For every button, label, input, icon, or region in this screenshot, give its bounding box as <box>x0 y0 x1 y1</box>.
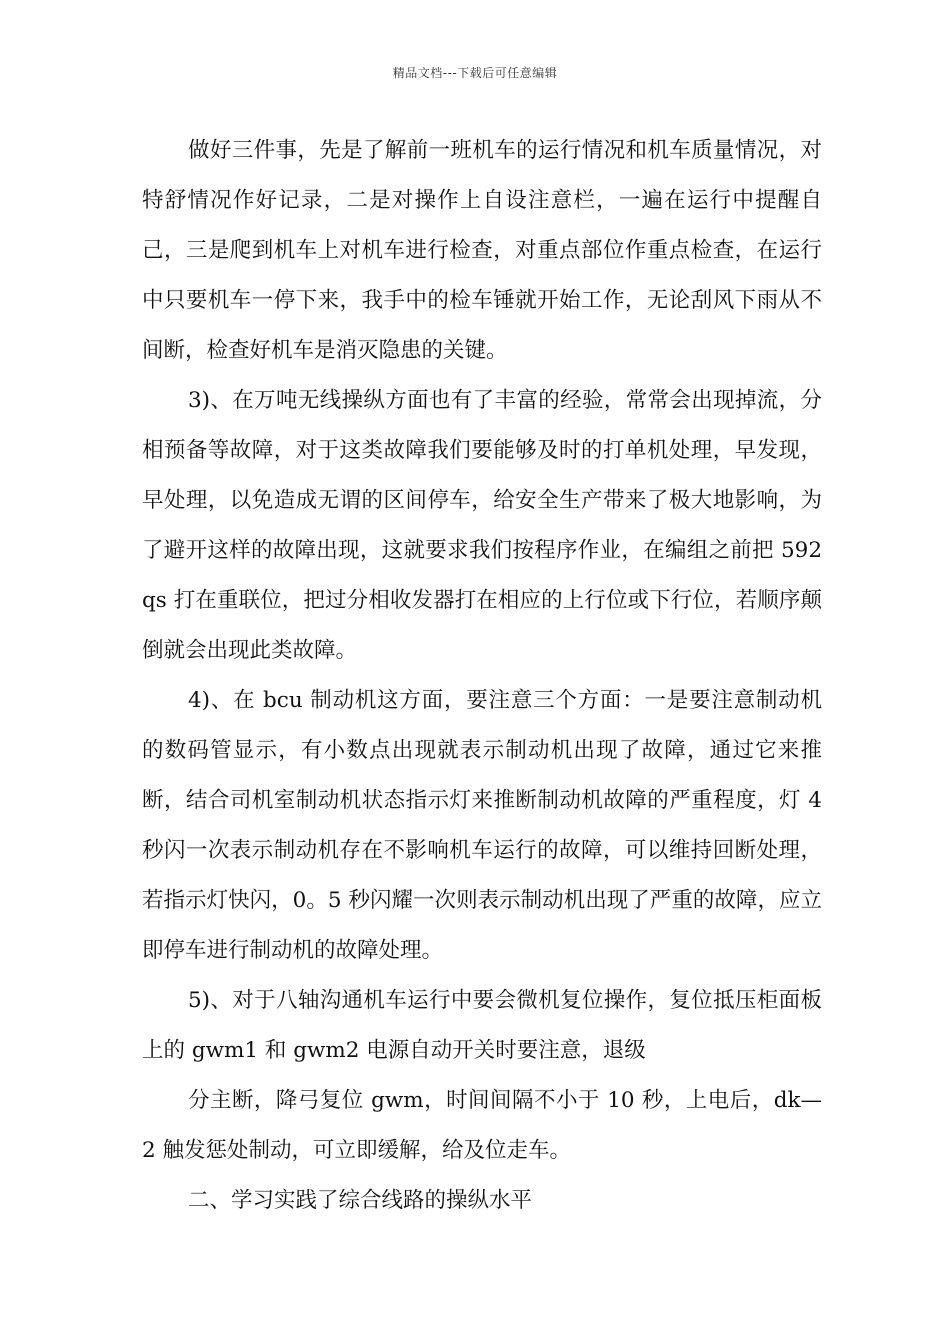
paragraph-wireless-control: 3)、在万吨无线操纵方面也有了丰富的经验，常常会出现掉流，分相预备等故障，对于这类故障我们要能够及时的打单机处理，早发现，早处理，以免造成无谓的区间停车，给安全生产带来了极大地影响，为了避开这样的故障出现，这就要求我们按程序作业，在编组之前把 592qs 打在重联位，把过分相收发器打在相应的上行位或下行位，若顺序颠倒就会出现此类故障。 <box>142 388 822 663</box>
paragraph-microcomputer-reset: 5)、对于八轴沟通机车运行中要会微机复位操作，复位抵压柜面板上的 gwm1 和 gwm2 电源自动开关时要注意，退级 <box>142 988 822 1063</box>
paragraph-bcu-brake: 4)、在 bcu 制动机这方面，要注意三个方面：一是要注意制动机的数码管显示，有小数点出现就表示制动机出现了故障，通过它来推断，结合司机室制动机状态指示灯来推断制动机故障的严重程度，灯 4 秒闪一次表示制动机存在不影响机车运行的故障，可以维持回断处理，若指示灯快闪，0。5 秒闪耀一次则表示制动机出现了严重的故障，应立即停车进行制动机的故障处理。 <box>142 688 822 963</box>
paragraph-inspection-habits: 做好三件事，先是了解前一班机车的运行情况和机车质量情况，对特舒情况作好记录，二是对操作上自设注意栏，一遍在运行中提醒自己，三是爬到机车上对机车进行检查，对重点部位作重点检查，在运行中只要机车一停下来，我手中的检车锤就开始工作，无论刮风下雨从不间断，检查好机车是消灭隐患的关键。 <box>142 138 822 363</box>
paragraph-reset-procedure: 分主断，降弓复位 gwm，时间间隔不小于 10 秒，上电后，dk—2 触发惩处制动，可立即缓解，给及位走车。 <box>142 1088 822 1163</box>
section-heading-route-operation: 二、学习实践了综合线路的操纵水平 <box>188 1188 533 1213</box>
page-header: 精品文档---下载后可任意编辑 <box>392 66 558 80</box>
document-body <box>142 126 822 1226</box>
